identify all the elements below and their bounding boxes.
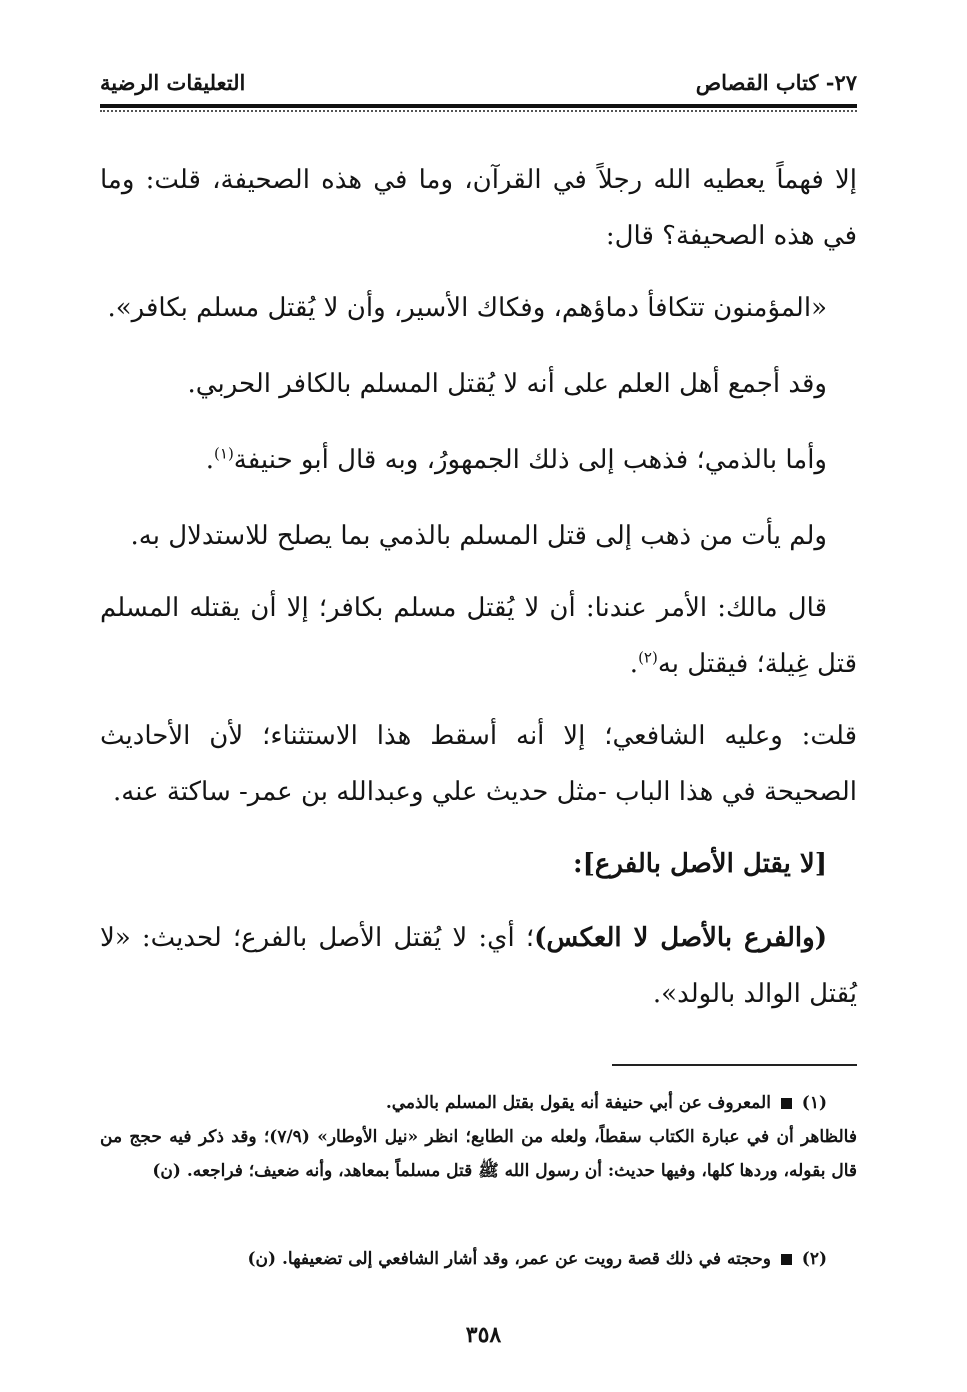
header-rule-thick — [100, 104, 857, 108]
footnote-2-text: وحجته في ذلك قصة رويت عن عمر، وقد أشار الشافعي إلى تضعيفها. (ن) — [247, 1249, 771, 1269]
book-title: التعليقات الرضية — [100, 70, 246, 95]
running-header — [100, 70, 857, 104]
paragraph-5-text: ولم يأت من ذهب إلى قتل المسلم بالذمي بما يصلح للاستدلال به. — [130, 521, 827, 551]
paragraph-1-text: إلا فهماً يعطيه الله رجلاً في القرآن، وما في هذه الصحيفة، قلت: وما في هذه الصحيفة؟ قال: — [100, 165, 857, 251]
footnote-2 — [100, 1242, 857, 1276]
footnote-1-text: المعروف عن أبي حنيفة أنه يقول بقتل المسلم بالذمي. — [385, 1093, 771, 1113]
paragraph-1 — [100, 152, 857, 264]
paragraph-5 — [100, 508, 857, 564]
footnote-1-note-text: فالظاهر أن في عبارة الكتاب سقطاً، ولعله من الطابع؛ انظر «نيل الأوطار» (٧/٩)؛ وقد ذكر فيه حجج من قال بقوله، وردها كلها، وفيها حديث: أن رسول الله ﷺ قتل مسلماً بمعاهد، وأنه ضعيف؛ فراجعه. (ن) — [100, 1127, 857, 1181]
footnote-ref-1[interactable]: (١) — [214, 444, 234, 463]
footnote-1-continuation — [100, 1120, 857, 1188]
footnote-2-number: (٢) — [801, 1249, 827, 1269]
paragraph-2 — [100, 280, 857, 336]
paragraph-6-text: قال مالك: الأمر عندنا: أن لا يُقتل مسلم بكافر؛ إلا أن يقتله المسلم قتل غِيلة؛ فيقتل به — [100, 593, 857, 679]
matn-text: (والفرع بالأصل لا العكس) — [534, 923, 827, 953]
footnote-1-number: (١) — [801, 1093, 827, 1113]
paragraph-3 — [100, 356, 857, 412]
footnote-1 — [100, 1086, 857, 1120]
chapter-title: ٢٧- كتاب القصاص — [695, 70, 857, 95]
paragraph-4 — [100, 432, 857, 488]
footnote-separator — [612, 1064, 857, 1066]
section-heading — [100, 836, 857, 892]
paragraph-4-end: . — [205, 445, 215, 475]
paragraph-6-end: . — [629, 649, 639, 679]
section-heading-text: [لا يقتل الأصل بالفرع]: — [572, 849, 827, 879]
page-number: ٣٥٨ — [465, 1322, 502, 1348]
paragraph-9-text: ؛ أي: لا يُقتل الأصل بالفرع؛ لحديث: «لا يُقتل الوالد بالولد». — [100, 923, 857, 1009]
paragraph-7-text: قلت: وعليه الشافعي؛ إلا أنه أسقط هذا الاستثناء؛ لأن الأحاديث الصحيحة في هذا الباب -مثل حديث علي وعبدالله بن عمر- ساكتة عنه. — [100, 721, 857, 807]
footnote-ref-2[interactable]: (٢) — [638, 648, 658, 667]
paragraph-9 — [100, 910, 857, 1022]
hadith-quote: «المؤمنون تتكافأ دماؤهم، وفكاك الأسير، وأن لا يُقتل مسلم بكافر». — [107, 293, 827, 323]
square-marker-icon — [781, 1254, 792, 1265]
paragraph-7 — [100, 708, 857, 820]
header-rule-thin — [100, 110, 857, 112]
paragraph-6 — [100, 580, 857, 692]
paragraph-3-text: وقد أجمع أهل العلم على أنه لا يُقتل المسلم بالكافر الحربي. — [187, 369, 827, 399]
square-marker-icon — [781, 1098, 792, 1109]
paragraph-4-text: وأما بالذمي؛ فذهب إلى ذلك الجمهورُ، وبه قال أبو حنيفة — [233, 445, 827, 475]
